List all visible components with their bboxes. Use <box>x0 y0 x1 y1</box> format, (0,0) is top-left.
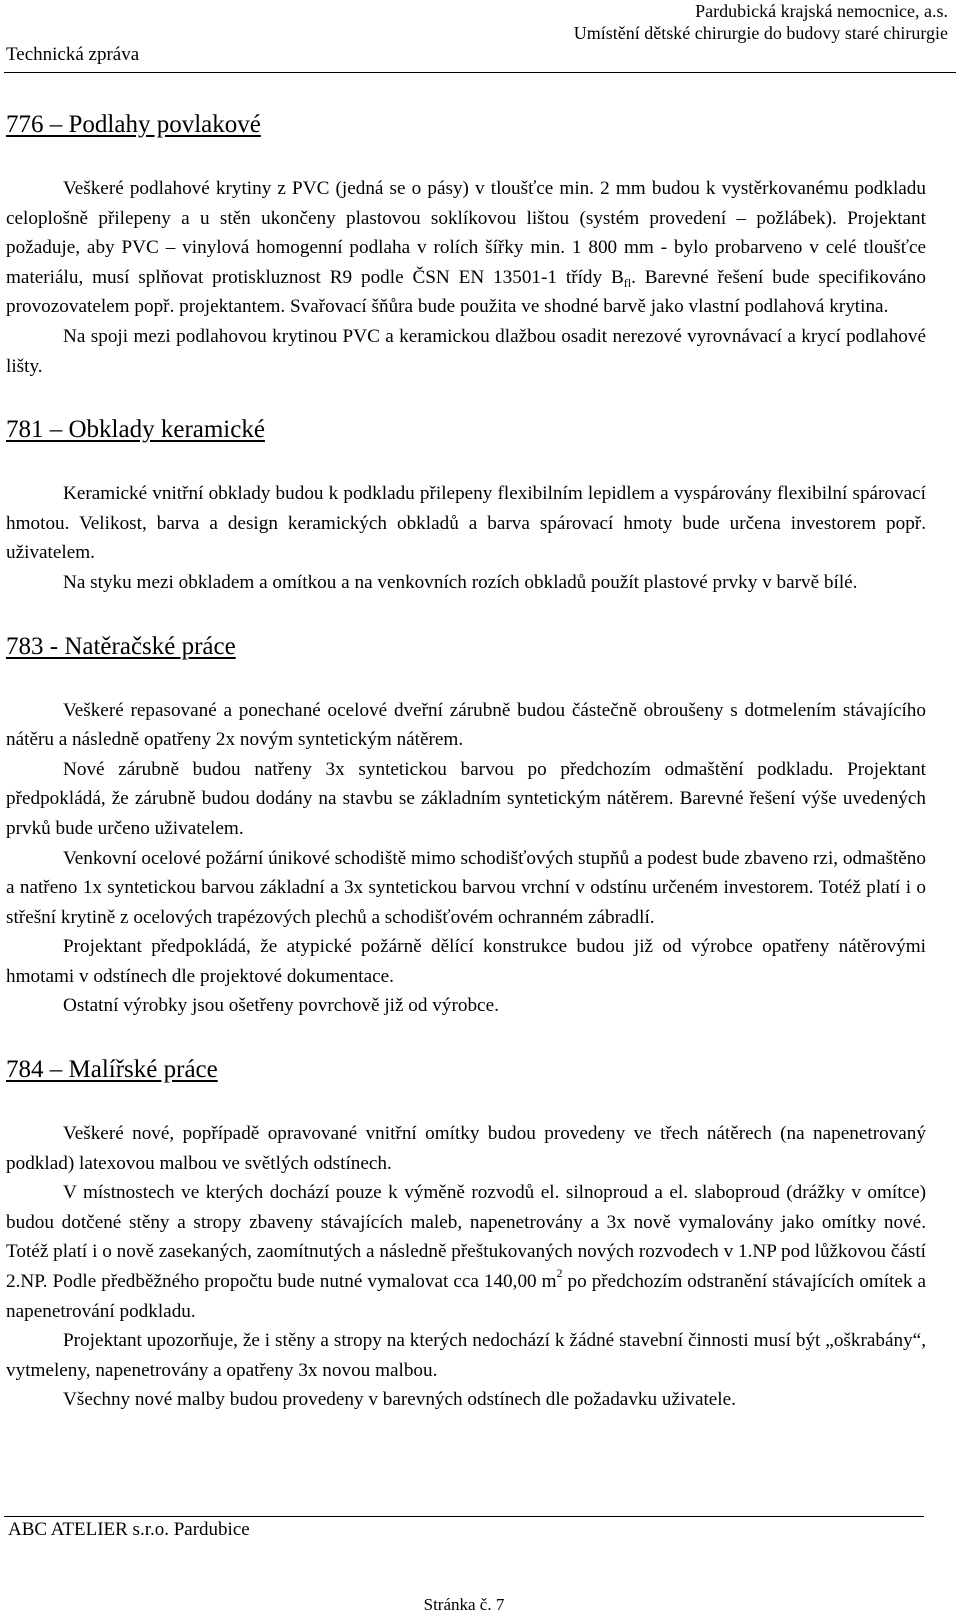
paragraph: Projektant upozorňuje, že i stěny a stropy na kterých nedochází k žádné stavební činnosti musí být „oškrabány“, vytmeleny, napenetrovány a opatřeny 3x novou malbou. <box>6 1330 926 1381</box>
client-name: Pardubická krajská nemocnice, a.s. <box>695 1 948 21</box>
section-title: 781 – Obklady keramické <box>6 416 265 444</box>
paragraph: Veškeré repasované a ponechané ocelové dveřní zárubně budou částečně obroušeny s dotmelením stávajícího nátěru a následně opatřeny 2x novým syntetickým nátěrem. <box>6 699 926 751</box>
paragraph: Na styku mezi obkladem a omítkou a na venkovních rozích obkladů použít plastové prvky v barvě bílé. <box>63 571 858 593</box>
section-title: 776 – Podlahy povlakové <box>6 111 261 138</box>
project-name: Umístění dětské chirurgie do budovy staré chirurgie <box>573 23 948 43</box>
page-footer <box>4 1516 924 1617</box>
section-784 <box>6 1055 926 1415</box>
company-name: ABC ATELIER s.r.o. Pardubice <box>8 1519 250 1540</box>
paragraph: Nové zárubně budou natřeny 3x syntetickou barvou po předchozím odmaštění podkladu. Projektant předpokládá, že zárubně budou dodány na stavbu se základním syntetickým nátěrem. Barevné řešení výše uvedených prvků bude určeno uživatelem. <box>6 758 926 839</box>
section-title: 783 - Natěračské práce <box>6 632 236 660</box>
document-type: Technická zpráva <box>6 44 140 65</box>
document-body <box>6 110 926 1449</box>
paragraph: Veškeré nové, popřípadě opravované vnitřní omítky budou provedeny ve třech nátěrech (na napenetrovaný podklad) latexovou malbou ve světlých odstínech. <box>6 1123 926 1174</box>
superscript: 2 <box>556 1266 563 1281</box>
paragraph: Veškeré podlahové krytiny z PVC (jedná se o pásy) v tloušťce min. 2 mm budou k vystěrkovanému podkladu celoplošně přilepeny a u stěn ukončeny plastovou soklíkovou lištou (systém provedení – požlábek). Projektant požaduje, aby PVC – vinylová homogenní podlaha v rolích šířky min. 1 800 mm - bylo probarveno v celé tloušťce materiálu, musí splňovat protiskluznost R9 podle ČSN EN 13501-1 třídy $B_{fl}$. Barevné řešení bude specifikováno provozovatelem popř. projektantem. Svařovací šňůra bude použita ve shodné barvě jako vlastní podlahová krytina. <box>6 178 926 318</box>
project-info <box>574 0 948 44</box>
paragraph: V místnostech ve kterých dochází pouze k výměně rozvodů el. silnoproud a el. slaboproud (drážky v omítce) budou dotčené stěny a stropy zbaveny stávajících maleb, napenetrovány a 3x nově vymalovány jako omítky nové. Totéž platí i o nově zasekaných, zaomítnutých a následně přeštukovaných nových rozvodech v 1.NP pod lůžkovou částí 2.NP. Podle předběžného propočtu bude nutné vymalovat cca 140,00 $m^2$ po předchozím odstranění stávajících omítek a napenetrování podkladu. <box>6 1182 926 1322</box>
section-781 <box>6 415 926 597</box>
paragraph: Venkovní ocelové požární únikové schodiště mimo schodišťových stupňů a podest bude zbaveno rzi, odmaštěno a natřeno 1x syntetickou barvou základní a 3x syntetickou barvou vrchní v odstínu určeném investorem. Totéž platí i o střešní krytině z ocelových trapézových plechů a schodišťovém ochranném zábradlí. <box>6 847 926 928</box>
section-title: 784 – Malířské práce <box>6 1056 218 1084</box>
page-number: Stránka č. 7 <box>423 1595 505 1614</box>
paragraph: Všechny nové malby budou provedeny v barevných odstínech dle požadavku uživatele. <box>63 1389 736 1411</box>
section-783 <box>6 632 926 1022</box>
paragraph: Projektant předpokládá, že atypické požárně dělící konstrukce budou již od výrobce opatřeny nátěrovými hmotami v odstínech dle projektové dokumentace. <box>6 936 926 987</box>
paragraph: Ostatní výrobky jsou ošetřeny povrchově již od výrobce. <box>63 995 499 1017</box>
section-776 <box>6 110 926 381</box>
paragraph: Na spoji mezi podlahovou krytinou PVC a keramickou dlažbou osadit nerezové vyrovnávací a krycí podlahové lišty. <box>6 325 926 377</box>
page-header <box>4 0 956 73</box>
subscript: fl <box>623 275 632 290</box>
paragraph: Keramické vnitřní obklady budou k podkladu přilepeny flexibilním lepidlem a vyspárovány flexibilní spárovací hmotou. Velikost, barva a design keramických obkladů a barva spárovací hmoty bude určena investorem popř. uživatelem. <box>6 483 926 564</box>
